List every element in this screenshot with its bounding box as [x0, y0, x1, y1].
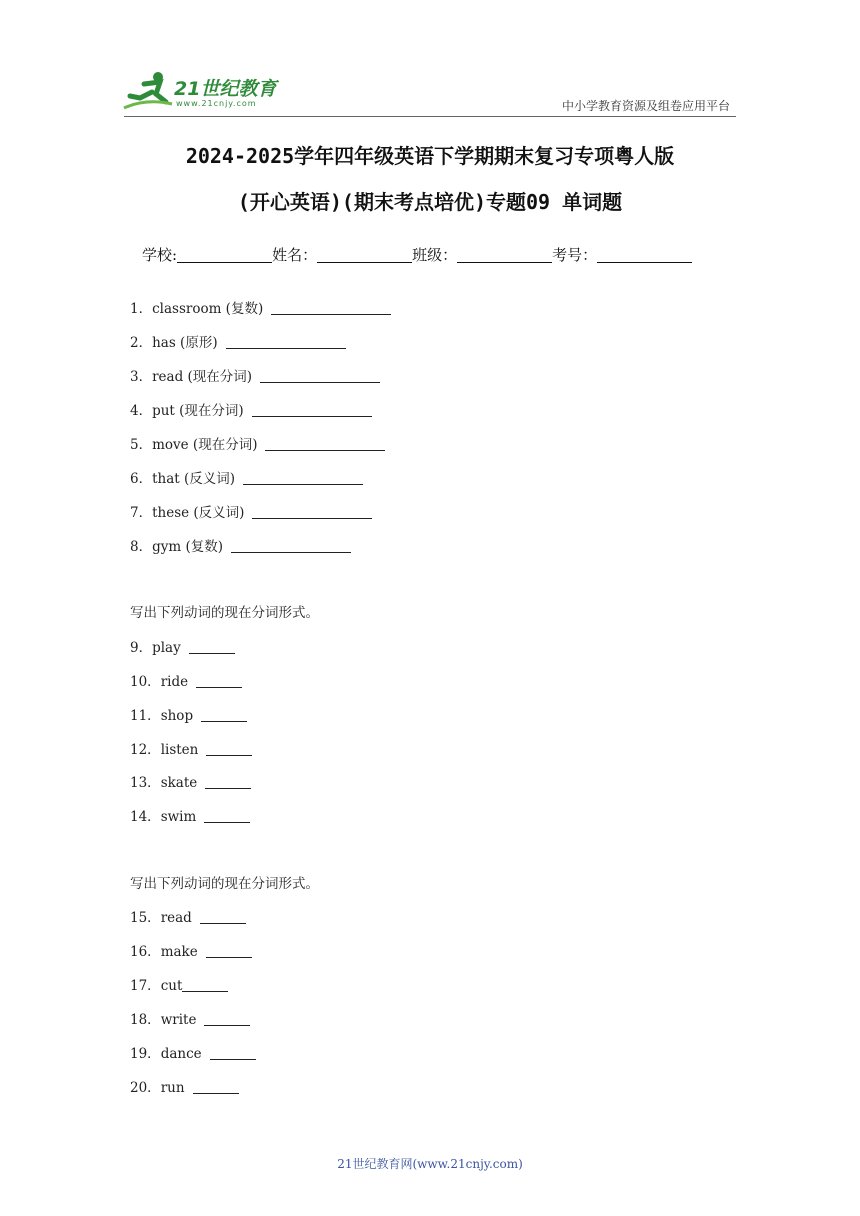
question-text: classroom (复数) [152, 301, 264, 317]
question-text: these (反义词) [152, 505, 245, 521]
page-header [122, 68, 734, 114]
logo-url: www.21cnjy.com [176, 99, 257, 108]
question-item [130, 771, 251, 791]
question-text: gym (复数) [152, 539, 223, 555]
question-item [130, 670, 242, 690]
exam-number-label: 考号： [552, 246, 598, 264]
question-text: has (原形) [152, 335, 218, 351]
question-number: 20． [130, 1080, 161, 1096]
question-text: move (现在分词) [152, 437, 258, 453]
document-title-line2: (开心英语)(期末考点培优)专题09 单词题 [237, 190, 623, 214]
question-text: play [152, 640, 181, 656]
question-text: make [160, 944, 198, 960]
question-number: 14． [130, 809, 161, 825]
logo-text: 21世纪教育 [174, 78, 277, 100]
question-text: read (现在分词) [152, 369, 253, 385]
question-text: cut [160, 978, 183, 994]
question-text: put (现在分词) [152, 403, 244, 419]
name-blank[interactable] [317, 246, 412, 263]
header-tagline: 中小学教育资源及组卷应用平台 [561, 99, 730, 113]
section-instruction: 写出下列动词的现在分词形式。 [130, 876, 319, 892]
question-item [130, 704, 247, 724]
question-number: 1． [130, 301, 153, 317]
question-item [130, 906, 246, 926]
answer-blank[interactable] [182, 979, 228, 992]
question-item [130, 399, 372, 419]
question-item [130, 365, 380, 385]
question-number: 17． [130, 978, 161, 994]
question-text: skate [160, 775, 198, 791]
header-divider [124, 116, 736, 117]
question-text: swim [160, 809, 197, 825]
question-number: 5． [130, 437, 153, 453]
answer-blank[interactable] [243, 472, 363, 485]
question-number: 18． [130, 1012, 161, 1028]
name-label: 姓名： [272, 246, 318, 264]
answer-blank[interactable] [271, 302, 391, 315]
question-item [130, 738, 252, 758]
section-instruction: 写出下列动词的现在分词形式。 [130, 605, 319, 621]
answer-blank[interactable] [200, 911, 246, 924]
question-number: 13． [130, 775, 161, 791]
question-number: 19． [130, 1046, 161, 1062]
answer-blank[interactable] [226, 336, 346, 349]
question-number: 7． [130, 505, 153, 521]
answer-blank[interactable] [189, 641, 235, 654]
answer-blank[interactable] [206, 945, 252, 958]
question-item [130, 433, 385, 453]
runner-logo-icon [122, 68, 174, 114]
question-text: that (反义词) [152, 471, 236, 487]
question-number: 8． [130, 539, 153, 555]
question-item [130, 940, 252, 960]
answer-blank[interactable] [252, 506, 372, 519]
question-text: read [160, 910, 192, 926]
question-item [130, 535, 351, 555]
question-number: 3． [130, 369, 153, 385]
question-number: 12． [130, 742, 161, 758]
document-title-line1: 2024-2025学年四年级英语下学期期末复习专项粤人版 [185, 144, 675, 168]
question-item [130, 501, 372, 521]
school-blank[interactable] [177, 246, 272, 263]
question-item [130, 636, 235, 656]
question-item [130, 467, 363, 487]
question-item [130, 974, 228, 994]
answer-blank[interactable] [205, 776, 251, 789]
answer-blank[interactable] [206, 743, 252, 756]
question-item [130, 297, 391, 317]
student-info-line [142, 244, 692, 265]
answer-blank[interactable] [204, 1013, 250, 1026]
answer-blank[interactable] [204, 810, 250, 823]
answer-blank[interactable] [196, 675, 242, 688]
question-number: 16． [130, 944, 161, 960]
answer-blank[interactable] [231, 540, 351, 553]
question-text: run [160, 1080, 185, 1096]
question-number: 4． [130, 403, 153, 419]
question-item [130, 1042, 256, 1062]
school-label: 学校: [142, 246, 178, 264]
logo [122, 68, 292, 114]
question-number: 15． [130, 910, 161, 926]
answer-blank[interactable] [265, 438, 385, 451]
question-text: shop [160, 708, 194, 724]
class-label: 班级： [412, 246, 458, 264]
question-number: 10． [130, 674, 161, 690]
exam-number-blank[interactable] [597, 246, 692, 263]
question-item [130, 1076, 239, 1096]
question-text: write [160, 1012, 197, 1028]
page-footer: 21世纪教育网(www.21cnjy.com) [337, 1157, 523, 1171]
question-number: 11． [130, 708, 161, 724]
question-item [130, 805, 250, 825]
question-item [130, 1008, 250, 1028]
question-number: 2． [130, 335, 153, 351]
answer-blank[interactable] [252, 404, 372, 417]
question-text: dance [160, 1046, 202, 1062]
answer-blank[interactable] [193, 1081, 239, 1094]
question-number: 6． [130, 471, 153, 487]
question-number: 9． [130, 640, 153, 656]
answer-blank[interactable] [260, 370, 380, 383]
answer-blank[interactable] [201, 709, 247, 722]
question-text: ride [160, 674, 189, 690]
question-text: listen [160, 742, 199, 758]
class-blank[interactable] [457, 246, 552, 263]
answer-blank[interactable] [210, 1047, 256, 1060]
question-item [130, 331, 346, 351]
